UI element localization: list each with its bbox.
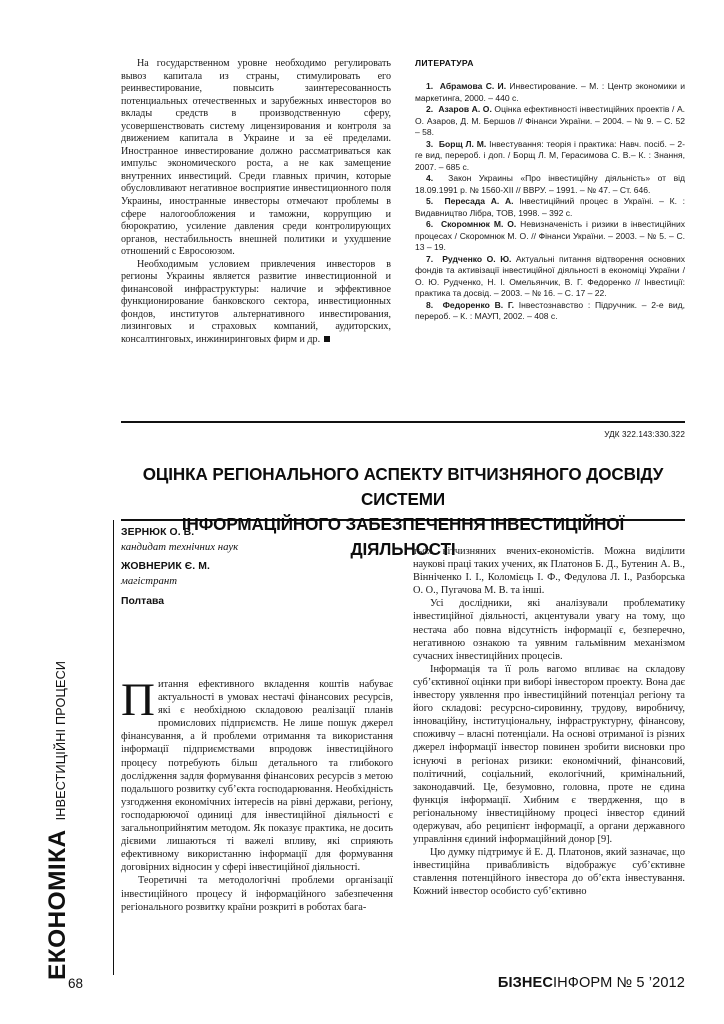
reference-number: 2. [426,104,434,114]
drop-cap: П [121,674,155,726]
reference-author: Абрамова С. И. [439,81,507,91]
reference-text: Інвестування: теорія і практика: Навч. посіб. – 2-ге вид, перероб. і доп. / Борщ Л. М, Герасимова С. В.– К. : Знання, 2007. – 685 с. [415,138,686,172]
page-number: 68 [68,976,84,991]
article-body-left-column [121,674,393,914]
article-body-right-column [413,545,685,899]
reference-item [415,139,685,174]
body-paragraph: Цю думку підтримує й Е. Д. Платонов, який зазначає, що інвестиційна привабливість відображує суб’єктивне ставлення потенційного інвестора до об’єкта інвестування. Кожний інвестор особисто суб’єктивно [413,847,685,898]
reference-number: 7. [426,253,434,264]
reference-number: 3. [426,138,434,149]
section-spine [44,520,114,980]
author-block [121,527,391,607]
reference-item [415,254,685,300]
author-role: магістрант [121,575,178,587]
author-city: Полтава [121,596,165,607]
reference-text: Инвестирование. – М. : Центр экономики и маркетинга, 2000. – 440 с. [415,81,686,103]
journal-footer-brand [498,975,685,991]
reference-number: 4. [426,173,434,183]
body-paragraph: тьох вітчизняних вчених-економістів. Можна виділити наукові праці таких учених, як Платонов Б. Д., Бутенин А. В., Вінніченко І. І., Коломієць І. Ф., Федулова Л. І., Разборська О. О., Пугачова М. В. та інші. [413,546,685,597]
spine-section-name: ЕКОНОМІКА [44,829,71,980]
reference-item [415,219,685,254]
continuation-paragraph-1: На государственном уровне необходимо регулировать вывоз капитала из страны, стимулировать его реинвестирование, повысить заинтересованность потенциальных отечественных и зарубежных инвесторов во вклады средств в производственную сферу, усовершенствовать систему лицензирования и контроля за движением капитала в Украине и за её пределами. Иностранное инвестирование должно рассматриваться как импульс экономического роста, а не как замещение внутренних инвестиций. Среди главных причин, которые обусловливают негативное восприятие инвестиционного поля Украины, иностранные инвесторы отмечают проблемы в сфере налогообложения и таможни, коррупцию и бюрократию, усиление давления среди контролирующих органов, нестабильность внешней политики и ухудшение отношений с Евросоюзом. [121,58,391,258]
reference-author: Пересада А. А. [444,196,514,206]
reference-item [415,104,685,139]
references-column [415,58,685,347]
reference-author: Борщ Л. М. [438,138,487,149]
continuation-paragraph-2 [121,259,391,347]
reference-text: Інвестиційний процес в Україні. – К. : Видавництво Лібра, ТОВ, 1998. – 392 с. [415,196,686,218]
reference-author: Федоренко В. Г. [442,299,515,310]
body-paragraph-with-dropcap [121,674,393,874]
journal-issue: ІНФОРМ № 5 ’2012 [552,975,685,991]
udc-code: УДК 322.143:330.322 [604,430,685,439]
continuation-paragraph-2-text: Необходимым условием привлечения инвесторов в регионы Украины является развитие инвестиционной и финансовой инфраструктуры: наличие и эффективное функционирование банковского сектора, инвестиционных фондов, институтов альтернативного инвестирования, лизинговых и страховых компаний, аудиторских, консалтинговых, инжиниринговых фирм и др. [121,258,391,346]
section-spine-rotated [44,661,72,980]
reference-number: 5. [426,196,434,206]
journal-name-bold: БІЗНЕС [497,975,553,991]
reference-item [415,196,685,219]
author-name: ЖОВНЕРИК Є. М. [121,561,211,572]
continuation-text-column [121,58,391,347]
article-title-line-2: ІНФОРМАЦІЙНОГО ЗАБЕЗПЕЧЕННЯ ІНВЕСТИЦІЙНОЇ ДІЯЛЬНОСТІ [181,514,625,559]
spine-subsection-name: ІНВЕСТИЦІЙНІ ПРОЦЕСИ [54,660,68,821]
reference-text: Закон Украины «Про інвестиційну діяльність» от від 18.09.1991 р. № 1560-ХІІ // ВВРУ. – 1991. – № 47. – Ст. 646. [415,173,685,195]
reference-text: Актуальні питання відтворення основних фондів та активізації інвестиційної діяльності в економіці України / О. Ю. Рудченко, Н. І. Омельянчик, В. Г. Федоренко // Інвестиції: практика та досвід. – 2003. – № 16. – С. 17 – 22. [415,253,686,298]
body-paragraph: Усі дослідники, які аналізували проблематику інвестиційної діяльності, акцентували увагу на тому, що нестача або повна відсутність інформації є, безперечно, негативною ознакою та уявним гальмівним механізмом сучасних інвестиційних процесів. [413,598,685,662]
body-paragraph: Теоретичні та методологічні проблеми організації інвестиційного процесу й інформаційного забезпечення регіонального розвитку країни розкриті в роботах бага- [121,875,393,913]
section-divider-top [121,421,685,423]
article-title-line-1: ОЦІНКА РЕГІОНАЛЬНОГО АСПЕКТУ ВІТЧИЗНЯНОГО ДОСВІДУ СИСТЕМИ [142,464,664,509]
reference-item [415,173,685,196]
reference-author: Рудченко О. Ю. [442,253,512,264]
author-name: ЗЕРНЮК О. В. [121,527,195,538]
reference-item [415,300,685,323]
previous-article-continuation [121,58,685,418]
end-of-article-mark [324,336,330,342]
author-role: кандидат технічних наук [121,541,239,553]
reference-number: 6. [426,219,434,229]
reference-text: Оцінка ефективності інвестиційних проектів / А. О. Азаров, Д. М. Бершов // Фінанси України. – 2004. – № 9. – С. 52 – 58. [415,104,686,137]
reference-text: Невизначеність і ризики в інвестиційних процесах / Скоромнюк М. О. // Фінанси України. – 2003. – № 5. – С. 13 – 19. [415,219,686,252]
reference-author: Азаров А. О. [438,104,492,114]
body-paragraph-text: итання ефективного вкладення коштів набуває актуальності в умовах нестачі фінансових ресурсів, які є необхідною складовою реалізації планів промислових підприємств. Не лише пошук джерел фінансування, а й проблеми отримання та використання інформації підприємствами впродовж інвестиційного процесу потребують більш детального та глибокого дослідження задля формування фінансових ресурсів з метою подальшого розвитку суб’єкта господарювання. Необхідність узгодження економічних інтересів на рівні держави, регіону, господарюючої одиниці для інвестиційної діяльності є загальноприйнятим методом. Як показує практика, не досить дієвими лишаються ті важелі впливу, які сприяють ефективному використанню інформації для формування договірних відносин у сфері інвестиційної діяльності. [121,679,393,874]
reference-item [415,81,685,104]
reference-number: 8. [426,299,434,310]
references-heading: ЛИТЕРАТУРА [415,58,474,68]
body-paragraph: Інформація та її роль вагомо впливає на складову суб’єктивної оцінки при виборі інвестором проекту. Вона дає інвестору уявлення про інвестиційний потенціал регіону та його складові: ресурсно-сировинну, трудову, виробничу, інноваційну, інституціональну, інфраструктурну, фінансову, споживчу – власні потенціали. На основі отриманої із різних джерел інформації інвестор повинен зробити висновки про існуючі в регіонах ризики: економічний, фінансовий, політичний, соціальний, екологічний, кримінальний, законодавчий. Це, безумовно, головна, проте не єдина функція інформації. Хибним є твердження, що в регіональному інвестиційному процесі інвестор єдиний одержувач, або реципієнт інформації, а органи державного управління єдиний інформаційний донор [9]. [413,663,685,846]
reference-number: 1. [426,81,434,91]
spine-divider-line [113,520,114,975]
reference-text: Інвестознавство : Підручник. – 2-е вид, перероб. – К. : МАУП, 2002. – 408 с. [415,299,685,321]
reference-author: Скоромнюк М. О. [440,219,517,229]
